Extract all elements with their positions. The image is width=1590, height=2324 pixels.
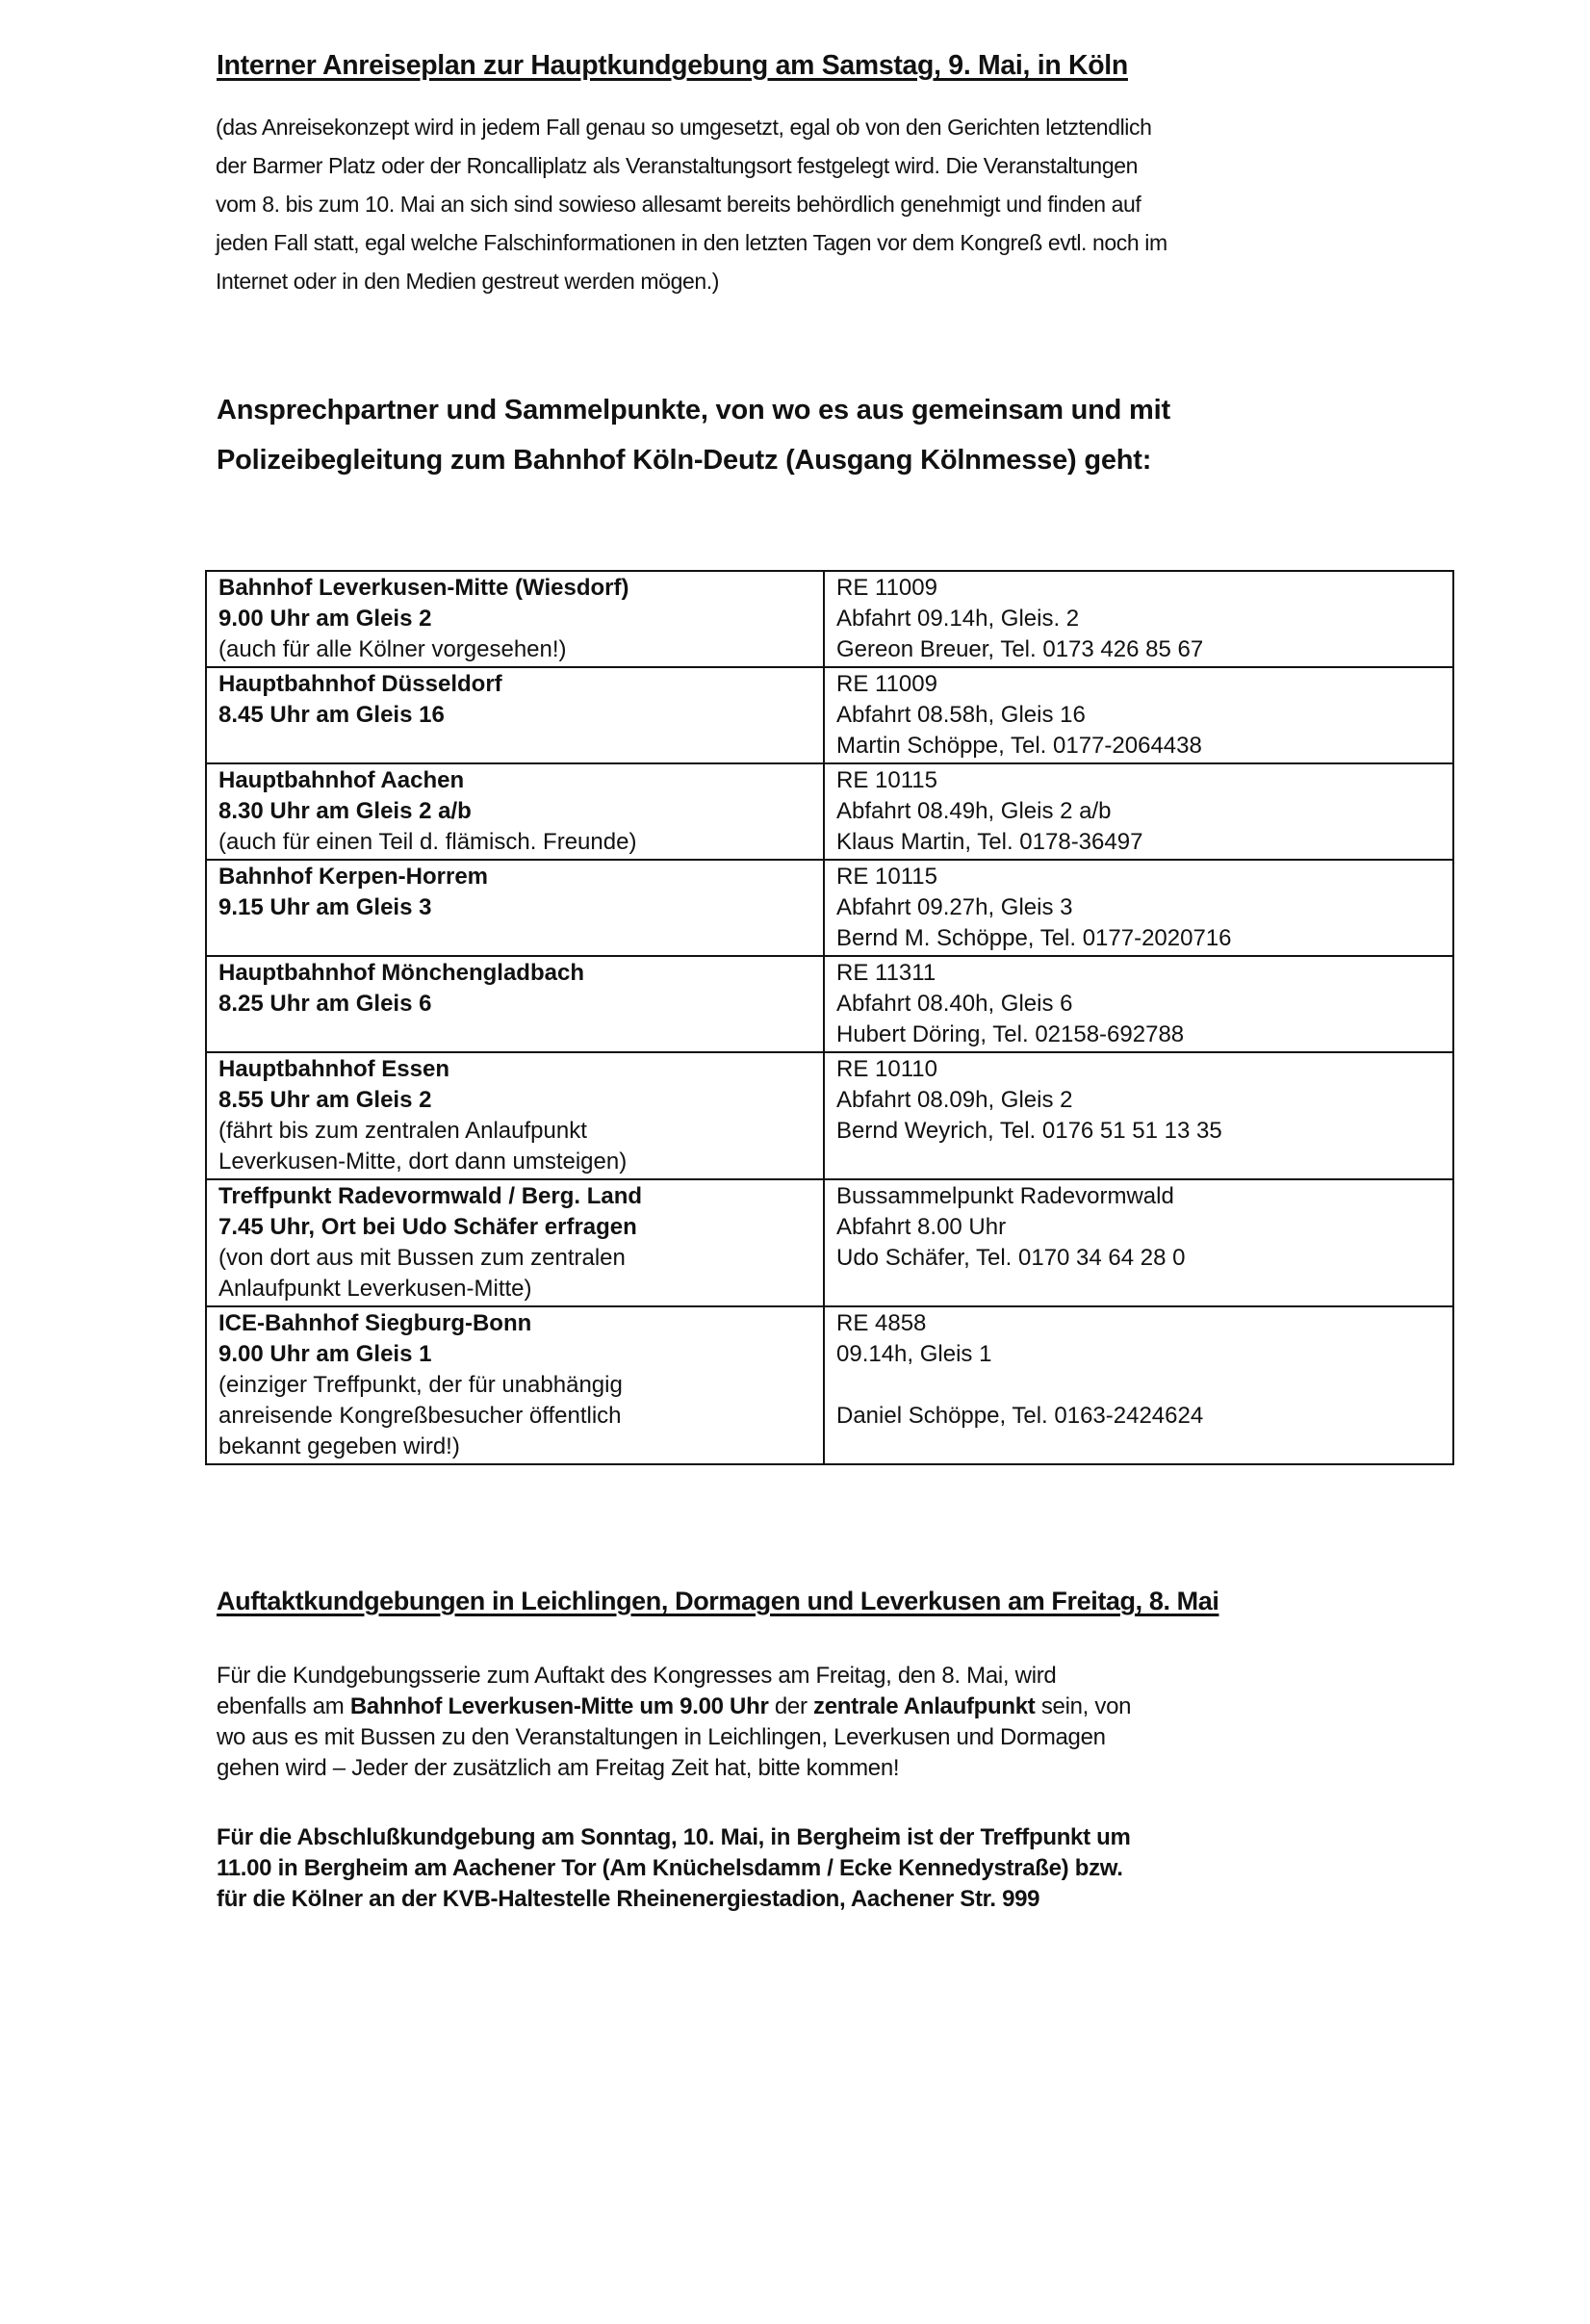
train-number: RE 10115 xyxy=(836,864,937,890)
spacer xyxy=(218,1020,813,1050)
paragraph-line: 11.00 in Bergheim am Aachener Tor (Am Knüchelsdamm / Ecke Kennedystraße) bzw. xyxy=(217,1855,1123,1881)
departure-info: Abfahrt 08.09h, Gleis 2 xyxy=(836,1087,1073,1113)
intro-line: vom 8. bis zum 10. Mai an sich sind sowieso allesamt bereits behördlich genehmigt und finden auf xyxy=(216,192,1141,217)
contact-person: Klaus Martin, Tel. 0178-36497 xyxy=(836,829,1143,855)
text-run: der xyxy=(768,1693,814,1719)
intro-line: jeden Fall statt, egal welche Falschinformationen in den letzten Tagen vor dem Kongreß evtl. noch im xyxy=(216,230,1167,255)
departure-info: Abfahrt 08.40h, Gleis 6 xyxy=(836,991,1073,1017)
meeting-point-row xyxy=(206,1052,1453,1179)
meeting-note: (auch für alle Kölner vorgesehen!) xyxy=(218,636,567,662)
sunday-paragraph xyxy=(217,1822,1468,1915)
text-run: ebenfalls am xyxy=(217,1693,350,1719)
heading-line: Ansprechpartner und Sammelpunkte, von wo es aus gemeinsam und mit xyxy=(217,395,1170,426)
train-number: RE 10115 xyxy=(836,767,937,793)
departure-info: Abfahrt 08.49h, Gleis 2 a/b xyxy=(836,798,1112,824)
meeting-point-row xyxy=(206,956,1453,1052)
spacer xyxy=(218,923,813,954)
meeting-point-row xyxy=(206,860,1453,956)
text-run: sein, von xyxy=(1035,1693,1132,1719)
meeting-point-row xyxy=(206,1179,1453,1306)
meeting-location: Hauptbahnhof Düsseldorf xyxy=(218,671,502,697)
spacer xyxy=(836,1370,1443,1401)
friday-paragraph xyxy=(217,1661,1468,1784)
train-contact-cell xyxy=(824,1052,1453,1179)
meeting-note: anreisende Kongreßbesucher öffentlich xyxy=(218,1403,622,1429)
train-contact-cell xyxy=(824,956,1453,1052)
contact-person: Hubert Döring, Tel. 02158-692788 xyxy=(836,1021,1185,1047)
meeting-time: 8.30 Uhr am Gleis 2 a/b xyxy=(218,798,472,824)
departure-info: Abfahrt 08.58h, Gleis 16 xyxy=(836,702,1086,728)
paragraph-line xyxy=(217,1691,1468,1722)
spacer xyxy=(218,731,813,762)
paragraph-line: Für die Abschlußkundgebung am Sonntag, 10. Mai, in Bergheim ist der Treffpunkt um xyxy=(217,1824,1131,1850)
meeting-note: (von dort aus mit Bussen zum zentralen xyxy=(218,1245,626,1271)
intro-paragraph xyxy=(216,108,1409,300)
meeting-time: 7.45 Uhr, Ort bei Udo Schäfer erfragen xyxy=(218,1214,637,1240)
meeting-note: (fährt bis zum zentralen Anlaufpunkt xyxy=(218,1118,587,1144)
meeting-location: Hauptbahnhof Aachen xyxy=(218,767,465,793)
train-number: RE 11009 xyxy=(836,575,937,601)
train-contact-cell xyxy=(824,571,1453,667)
meeting-points-table xyxy=(205,570,1454,1465)
contact-person: Udo Schäfer, Tel. 0170 34 64 28 0 xyxy=(836,1245,1186,1271)
meeting-location: ICE-Bahnhof Siegburg-Bonn xyxy=(218,1310,532,1336)
train-contact-cell xyxy=(824,1306,1453,1464)
meeting-time: 9.15 Uhr am Gleis 3 xyxy=(218,894,432,920)
heading-line: Polizeibegleitung zum Bahnhof Köln-Deutz (Ausgang Kölnmesse) geht: xyxy=(217,445,1152,476)
contact-person: Bernd M. Schöppe, Tel. 0177-2020716 xyxy=(836,925,1232,951)
contact-person: Martin Schöppe, Tel. 0177-2064438 xyxy=(836,733,1202,759)
meeting-note: (auch für einen Teil d. flämisch. Freunde) xyxy=(218,829,637,855)
meeting-time: 8.55 Uhr am Gleis 2 xyxy=(218,1087,432,1113)
paragraph-line: wo aus es mit Bussen zu den Veranstaltungen in Leichlingen, Leverkusen und Dormagen xyxy=(217,1724,1106,1750)
meeting-point-cell xyxy=(206,571,824,667)
meeting-point-cell xyxy=(206,667,824,763)
contact-person: Bernd Weyrich, Tel. 0176 51 51 13 35 xyxy=(836,1118,1222,1144)
intro-line: (das Anreisekonzept wird in jedem Fall genau so umgesetzt, egal ob von den Gerichten letztendlich xyxy=(216,115,1152,140)
meeting-point-cell xyxy=(206,1306,824,1464)
meeting-point-cell xyxy=(206,860,824,956)
meeting-place-emphasis: Bahnhof Leverkusen-Mitte um 9.00 Uhr xyxy=(349,1693,769,1719)
contact-person: Gereon Breuer, Tel. 0173 426 85 67 xyxy=(836,636,1204,662)
meeting-note: Leverkusen-Mitte, dort dann umsteigen) xyxy=(218,1149,628,1175)
meeting-location: Bahnhof Leverkusen-Mitte (Wiesdorf) xyxy=(218,575,629,601)
intro-line: Internet oder in den Medien gestreut werden mögen.) xyxy=(216,269,719,294)
paragraph-line: gehen wird – Jeder der zusätzlich am Freitag Zeit hat, bitte kommen! xyxy=(217,1755,900,1781)
paragraph-line: für die Kölner an der KVB-Haltestelle Rheinenergiestadion, Aachener Str. 999 xyxy=(217,1886,1040,1912)
meeting-point-row xyxy=(206,667,1453,763)
document-title: Interner Anreiseplan zur Hauptkundgebung am Samstag, 9. Mai, in Köln xyxy=(217,50,1128,81)
meeting-time: 8.25 Uhr am Gleis 6 xyxy=(218,991,432,1017)
train-number: RE 11311 xyxy=(836,960,936,986)
train-number: Bussammelpunkt Radevormwald xyxy=(836,1183,1174,1209)
train-contact-cell xyxy=(824,860,1453,956)
friday-section-title: Auftaktkundgebungen in Leichlingen, Dormagen und Leverkusen am Freitag, 8. Mai xyxy=(217,1587,1219,1615)
meeting-note: bekannt gegeben wird!) xyxy=(218,1433,460,1459)
meeting-time: 9.00 Uhr am Gleis 1 xyxy=(218,1341,432,1367)
meeting-point-cell xyxy=(206,1052,824,1179)
meeting-point-cell xyxy=(206,763,824,860)
meeting-point-cell xyxy=(206,956,824,1052)
departure-info: Abfahrt 09.27h, Gleis 3 xyxy=(836,894,1073,920)
meeting-point-cell xyxy=(206,1179,824,1306)
contact-person: Daniel Schöppe, Tel. 0163-2424624 xyxy=(836,1403,1204,1429)
meeting-point-row xyxy=(206,763,1453,860)
meeting-point-row xyxy=(206,571,1453,667)
meeting-location: Hauptbahnhof Mönchengladbach xyxy=(218,960,584,986)
departure-info: 09.14h, Gleis 1 xyxy=(836,1341,992,1367)
meeting-points-heading xyxy=(217,385,1170,485)
meeting-time: 9.00 Uhr am Gleis 2 xyxy=(218,606,432,632)
train-number: RE 4858 xyxy=(836,1310,927,1336)
meeting-note: (einziger Treffpunkt, der für unabhängig xyxy=(218,1372,623,1398)
meeting-location: Bahnhof Kerpen-Horrem xyxy=(218,864,489,890)
train-contact-cell xyxy=(824,1179,1453,1306)
meeting-location: Hauptbahnhof Essen xyxy=(218,1056,450,1082)
train-number: RE 10110 xyxy=(836,1056,937,1082)
anlaufpunkt-emphasis: zentrale Anlaufpunkt xyxy=(813,1693,1036,1719)
meeting-time: 8.45 Uhr am Gleis 16 xyxy=(218,702,445,728)
train-contact-cell xyxy=(824,763,1453,860)
meeting-point-row xyxy=(206,1306,1453,1464)
train-contact-cell xyxy=(824,667,1453,763)
meeting-note: Anlaufpunkt Leverkusen-Mitte) xyxy=(218,1276,532,1302)
departure-info: Abfahrt 8.00 Uhr xyxy=(836,1214,1007,1240)
departure-info: Abfahrt 09.14h, Gleis. 2 xyxy=(836,606,1080,632)
intro-line: der Barmer Platz oder der Roncalliplatz als Veranstaltungsort festgelegt wird. Die Veranstaltungen xyxy=(216,153,1138,178)
train-number: RE 11009 xyxy=(836,671,937,697)
meeting-location: Treffpunkt Radevormwald / Berg. Land xyxy=(218,1183,643,1209)
paragraph-line: Für die Kundgebungsserie zum Auftakt des Kongresses am Freitag, den 8. Mai, wird xyxy=(217,1663,1057,1689)
